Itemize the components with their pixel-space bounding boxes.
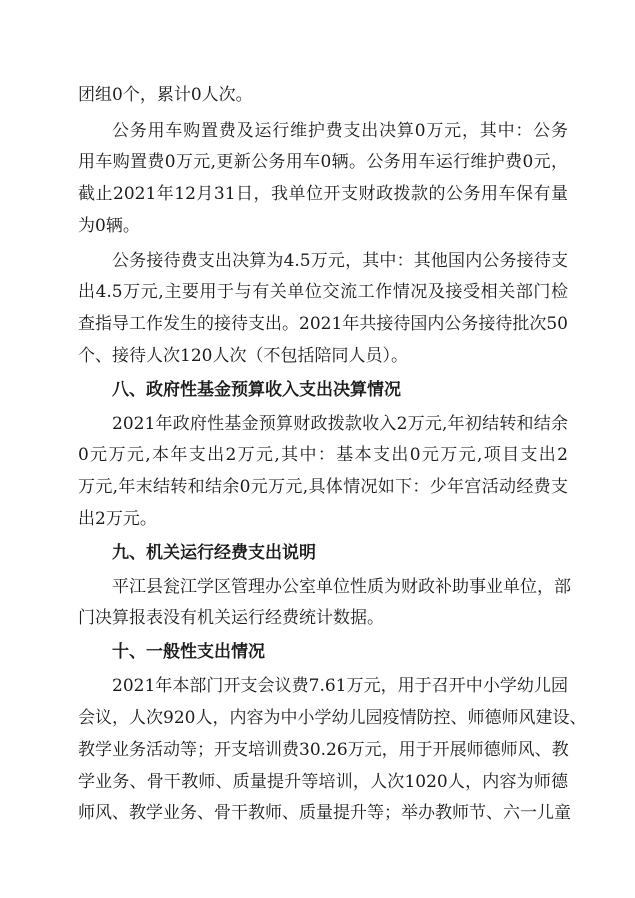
- text-line: 个、接待人次120人次（不包括陪同人员）。: [78, 346, 408, 366]
- text-line: 公务用车购置费及运行维护费支出决算0万元，其中：公务: [112, 121, 568, 141]
- text-line: 查指导工作发生的接待支出。2021年共接待国内公务接待批次50: [78, 314, 568, 334]
- text-line: 万元,年末结转和结余0元万元,具体情况如下：少年宫活动经费支: [78, 477, 568, 497]
- text-line: 会议，人次920人，内容为中小学幼儿园疫情防控、师德师风建设、: [78, 708, 587, 728]
- text-line: 公务接待费支出决算为4.5万元，其中：其他国内公务接待支: [112, 251, 568, 271]
- text-line: 2021年本部门开支会议费7.61万元，用于召开中小学幼儿园: [112, 676, 568, 696]
- text-line: 师风、教学业务、骨干教师、质量提升等；举办教师节、六一儿童: [78, 803, 571, 823]
- text-line: 出2万元。: [78, 509, 157, 529]
- text-line: 门决算报表没有机关运行经费统计数据。: [78, 608, 384, 628]
- text-line: 学业务、骨干教师、质量提升等培训，人次1020人，内容为师德: [78, 772, 568, 792]
- text-line: 出4.5万元,主要用于与有关单位交流工作情况及接受相关部门检: [78, 282, 568, 302]
- section-heading: 八、政府性基金预算收入支出决算情况: [112, 380, 401, 400]
- section-heading: 九、机关运行经费支出说明: [112, 543, 316, 563]
- section-heading: 十、一般性支出情况: [112, 642, 265, 662]
- text-line: 为0辆。: [78, 216, 140, 236]
- text-line: 0元万元,本年支出2万元,其中：基本支出0元万元,项目支出2: [78, 445, 568, 465]
- text-line: 2021年政府性基金预算财政拨款收入2万元,年初结转和结余: [112, 414, 568, 434]
- text-line: 团组0个，累计0人次。: [78, 85, 253, 105]
- text-line: 截止2021年12月31日，我单位开支财政拨款的公务用车保有量: [78, 184, 568, 204]
- text-line: 教学业务活动等；开支培训费30.26万元，用于开展师德师风、教: [78, 740, 569, 760]
- text-line: 平江县瓮江学区管理办公室单位性质为财政补助事业单位，部: [112, 577, 571, 597]
- text-line: 用车购置费0万元,更新公务用车0辆。公务用车运行维护费0元，: [78, 152, 568, 172]
